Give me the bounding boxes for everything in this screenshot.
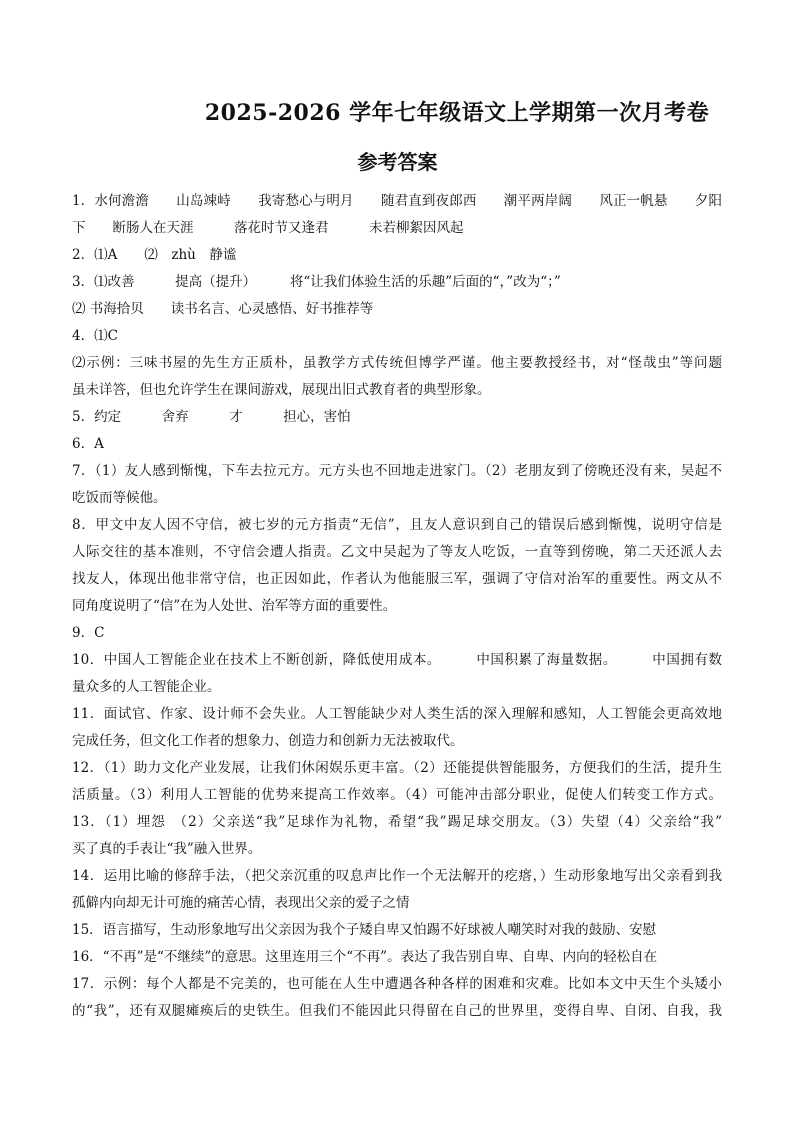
answer-line: 4．⑴C: [72, 328, 118, 344]
answer-line: 虽未详答，但也允许学生在课间游戏，展现出旧式教育者的典型形象。: [72, 382, 491, 398]
answer-line: 人际交往的基本准则，不守信会遭人指责。乙文中吴起为了等友人吃饭，一直等到傍晚，第二天还派人去: [72, 544, 722, 560]
answer-line: ⑵ 书海拾贝 读书名言、心灵感悟、好书推荐等: [72, 301, 374, 317]
answer-line: 8．甲文中友人因不守信，被七岁的元方指责“无信”，且友人意识到自己的错误后感到惭愧，说明守信是: [72, 517, 722, 533]
page-title: 2025-2026 学年七年级语文上学期第一次月考卷: [204, 100, 710, 126]
answer-line: 16．“不再”是“不继续”的意思。这里连用三个“不再”。表达了我告别自卑、自卑、内向的轻松自在: [72, 949, 658, 965]
answer-line: 的“我”，还有双腿瘫痪后的史铁生。但我们不能因此只得留在自己的世界里，变得自卑、自闭、自我，我: [72, 1003, 722, 1019]
answer-line: 3．⑴改善 提高（提升） 将“让我们体验生活的乐趣”后面的“，”改为“；”: [72, 274, 561, 290]
answer-line: 14．运用比喻的修辞手法，（把父亲沉重的叹息声比作一个无法解开的疙瘩，）生动形象地写出父亲看到我: [72, 868, 722, 884]
answer-line: 2．⑴A ⑵ zhù 静谧: [72, 247, 237, 263]
answer-line: 活质量。（3）利用人工智能的优势来提高工作效率。（4）可能冲击部分职业，促使人们转变工作方式。: [72, 787, 722, 803]
answer-body: [72, 188, 722, 1025]
answer-line: 11．面试官、作家、设计师不会失业。人工智能缺少对人类生活的深入理解和感知，人工智能会更高效地: [72, 706, 722, 722]
answer-line: 量众多的人工智能企业。: [72, 679, 221, 695]
page-subtitle: 参考答案: [357, 150, 438, 174]
answer-line: 6．A: [72, 436, 104, 452]
answer-line: 买了真的手表让“我”融入世界。: [72, 841, 262, 857]
answer-line: 同角度说明了“信”在为人处世、治军等方面的重要性。: [72, 598, 397, 614]
answer-line: 5．约定 舍弃 才 担心，害怕: [72, 409, 351, 425]
answer-line: 9．C: [72, 625, 105, 641]
answer-line: 13．（1）埋怨 （2）父亲送“我”足球作为礼物，希望“我”踢足球交朋友。（3）失望（4）父亲给“我”: [72, 814, 722, 830]
answer-line: 17．示例：每个人都是不完美的，也可能在人生中遭遇各种各样的困难和灾难。比如本文中天生个头矮小: [72, 976, 722, 992]
answer-line: 1．水何澹澹 山岛竦峙 我寄愁心与明月 随君直到夜郎西 潮平两岸阔 风正一帆悬 夕阳: [72, 193, 722, 209]
answer-line: 12．（1）助力文化产业发展，让我们休闲娱乐更丰富。（2）还能提供智能服务，方便我们的生活，提升生: [72, 760, 722, 776]
answer-line: 下 断肠人在天涯 落花时节又逢君 未若柳絮因风起: [72, 220, 464, 236]
answer-line: ⑵示例：三味书屋的先生方正质朴，虽教学方式传统但博学严谨。他主要教授经书，对“怪哉虫”等问题: [72, 355, 722, 371]
answer-line: 7．（1）友人感到惭愧，下车去拉元方。元方头也不回地走进家门。（2）老朋友到了傍晚还没有来，吴起不: [72, 463, 722, 479]
answer-line: 吃饭而等候他。: [72, 490, 167, 506]
answer-line: 找友人，体现出他非常守信，也正因如此，作者认为他能服三军，强调了守信对治军的重要性。两文从不: [72, 571, 722, 587]
answer-line: 孤僻内向却无计可施的痛苦心情，表现出父亲的爱子之情: [72, 895, 410, 911]
answer-line: 15．语言描写，生动形象地写出父亲因为我个子矮自卑又怕踢不好球被人嘲笑时对我的鼓励、安慰: [72, 922, 657, 938]
answer-line: 10．中国人工智能企业在技术上不断创新，降低使用成本。 中国积累了海量数据。 中国拥有数: [72, 652, 722, 668]
answer-line: 完成任务，但文化工作者的想象力、创造力和创新力无法被取代。: [72, 733, 464, 749]
